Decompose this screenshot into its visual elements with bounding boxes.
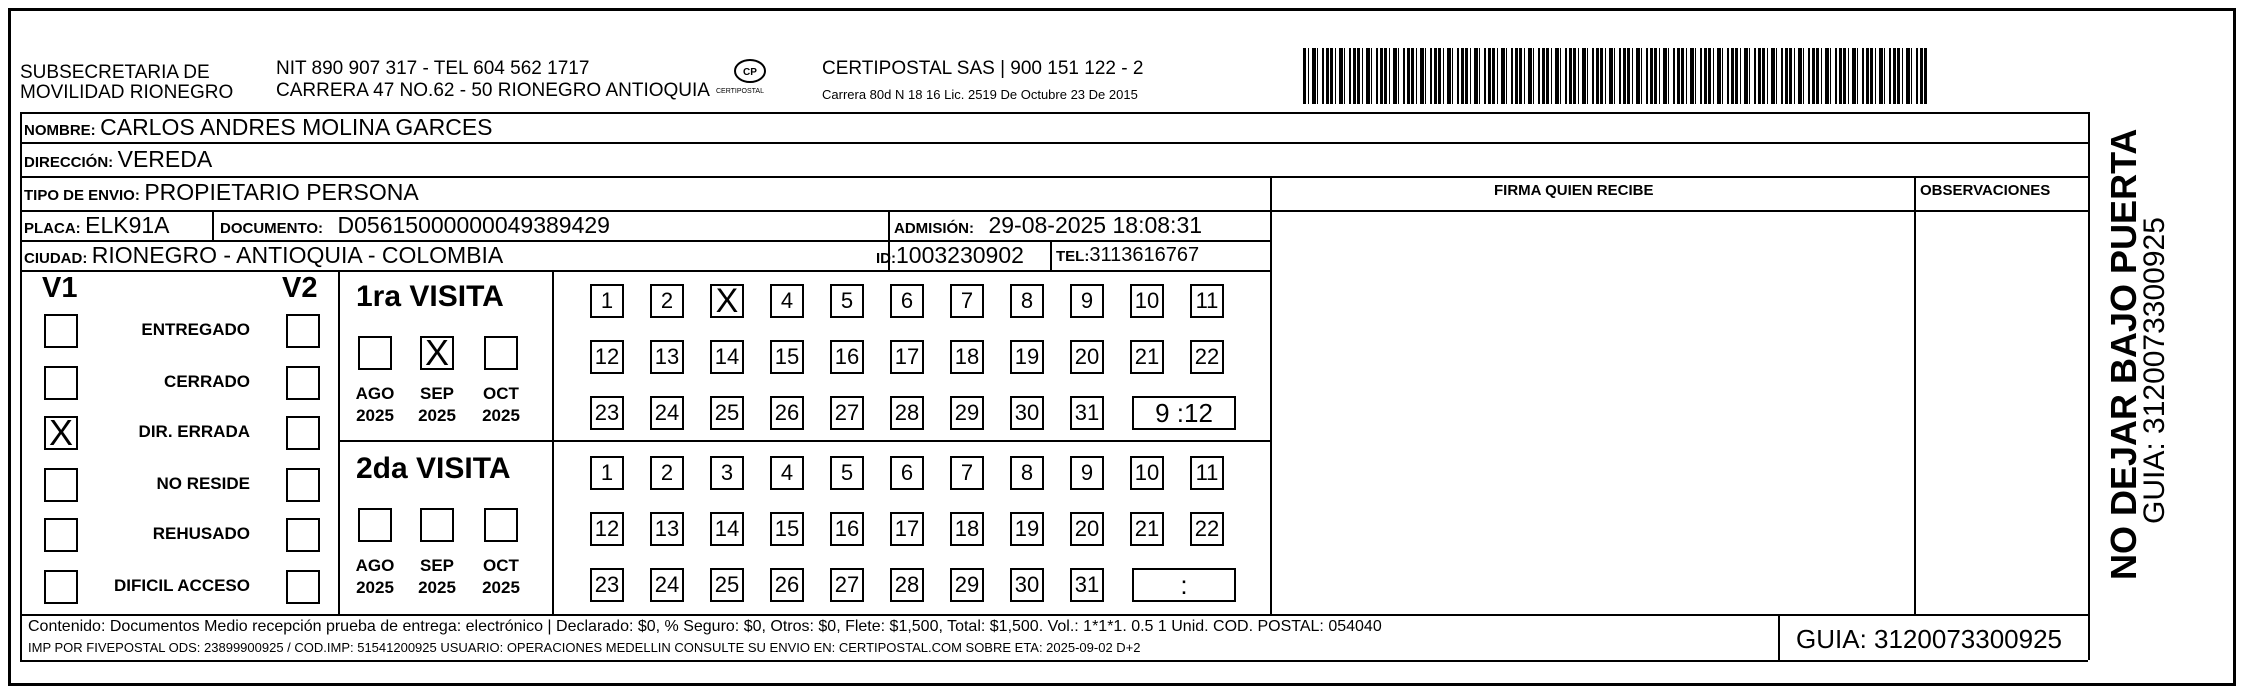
documento-label: DOCUMENTO: (220, 220, 324, 237)
visit-time-field[interactable]: : (1132, 568, 1236, 602)
day-box[interactable]: 13 (650, 512, 684, 546)
day-box[interactable]: 31 (1070, 568, 1104, 602)
day-box[interactable]: 22 (1190, 512, 1224, 546)
ciudad-label: CIUDAD: (24, 250, 88, 267)
company-line: CERTIPOSTAL SAS | 900 151 122 - 2 (822, 58, 1144, 79)
day-box[interactable]: 15 (770, 340, 804, 374)
side-guia: GUIA: 3120073300925 (2138, 217, 2171, 524)
day-box[interactable]: 30 (1010, 568, 1044, 602)
day-box[interactable]: 14 (710, 340, 744, 374)
month-year: 2025 (482, 406, 520, 425)
month-name: OCT (483, 556, 519, 575)
direccion-label: DIRECCIÓN: (24, 154, 114, 171)
day-box[interactable]: 4 (770, 456, 804, 490)
day-box[interactable]: 1 (590, 284, 624, 318)
barcode (1303, 48, 1927, 104)
ciudad-value: RIONEGRO - ANTIOQUIA - COLOMBIA (91, 242, 504, 268)
day-box[interactable]: 18 (950, 340, 984, 374)
day-box[interactable]: 13 (650, 340, 684, 374)
license-line: Carrera 80d N 18 16 Lic. 2519 De Octubre 23 De 2015 (822, 87, 1138, 102)
day-box[interactable]: 8 (1010, 284, 1044, 318)
month-year: 2025 (356, 406, 394, 425)
day-box[interactable]: X (710, 284, 744, 318)
day-box[interactable]: 30 (1010, 396, 1044, 430)
nombre-value: CARLOS ANDRES MOLINA GARCES (100, 114, 493, 140)
placa-row (24, 212, 170, 239)
status-label: REHUSADO (152, 524, 250, 543)
footer-line-2: IMP POR FIVEPOSTAL ODS: 23899900925 / COD.IMP: 51541200925 USUARIO: OPERACIONES MEDELLIN CONSULTE SU ENVIO EN: CERTIPOSTAL.COM SOBRE ETA: 2025-09-02 D+2 (28, 640, 1141, 655)
id-label: ID: (876, 250, 896, 267)
month-checkbox[interactable] (358, 508, 392, 542)
month-year: 2025 (356, 578, 394, 597)
direccion-row (24, 146, 212, 173)
visit-title: 2da VISITA (356, 452, 511, 485)
day-box[interactable]: 4 (770, 284, 804, 318)
day-box[interactable]: 31 (1070, 396, 1104, 430)
day-box[interactable]: 11 (1190, 284, 1224, 318)
org-line-2: MOVILIDAD RIONEGRO (20, 82, 234, 103)
tel-row (1056, 244, 1199, 267)
month-year: 2025 (418, 578, 456, 597)
day-box[interactable]: 12 (590, 340, 624, 374)
visit-title: 1ra VISITA (356, 280, 504, 313)
status-v1-checkbox[interactable] (44, 314, 78, 348)
certipostal-logo-icon (733, 58, 767, 84)
logo-text: CERTIPOSTAL (716, 88, 764, 95)
svg-text:CP: CP (743, 67, 757, 78)
day-box[interactable]: 21 (1130, 340, 1164, 374)
v1-header: V1 (42, 272, 78, 304)
documento-value: D05615000000049389429 (337, 212, 610, 238)
label-frame (8, 8, 2236, 686)
day-box[interactable]: 2 (650, 456, 684, 490)
day-box[interactable]: 10 (1130, 284, 1164, 318)
day-box[interactable]: 6 (890, 284, 924, 318)
tel-value: 3113616767 (1089, 244, 1200, 266)
day-box[interactable]: 7 (950, 456, 984, 490)
address-line: CARRERA 47 NO.62 - 50 RIONEGRO ANTIOQUIA (276, 80, 710, 101)
status-v1-checkbox[interactable] (44, 412, 78, 453)
month-name: SEP (419, 384, 455, 403)
tipo-label: TIPO DE ENVIO: (24, 187, 140, 204)
day-box[interactable]: 19 (1010, 512, 1044, 546)
day-box[interactable]: 1 (590, 456, 624, 490)
documento-row (220, 212, 610, 239)
month-checkbox[interactable] (358, 336, 392, 370)
day-box[interactable]: 10 (1130, 456, 1164, 490)
day-box[interactable]: 26 (770, 396, 804, 430)
admision-label: ADMISIÓN: (894, 220, 974, 237)
status-v2-checkbox[interactable] (286, 468, 320, 502)
day-box[interactable]: 18 (950, 512, 984, 546)
day-box[interactable]: 15 (770, 512, 804, 546)
tel-label: TEL: (1056, 248, 1090, 265)
day-box[interactable]: 9 (1070, 284, 1104, 318)
id-value: 1003230902 (896, 242, 1024, 268)
admision-value: 29-08-2025 18:08:31 (988, 212, 1203, 238)
status-label: ENTREGADO (141, 320, 250, 339)
nit-line: NIT 890 907 317 - TEL 604 562 1717 (276, 58, 590, 79)
placa-value: ELK91A (85, 212, 170, 238)
status-v2-checkbox[interactable] (286, 416, 320, 450)
org-line-1: SUBSECRETARIA DE (20, 62, 210, 83)
day-box[interactable]: 19 (1010, 340, 1044, 374)
day-box[interactable]: 28 (890, 568, 924, 602)
admision-row (894, 212, 1202, 239)
status-v1-checkbox[interactable] (44, 366, 78, 400)
status-label: DIR. ERRADA (138, 422, 250, 441)
day-box[interactable]: 23 (590, 396, 624, 430)
check-mark: X (424, 332, 449, 373)
month-checkbox[interactable] (484, 508, 518, 542)
tipo-row (24, 179, 419, 206)
id-row (876, 242, 1024, 269)
day-box[interactable]: 17 (890, 340, 924, 374)
side-title: NO DEJAR BAJO PUERTA (2103, 128, 2144, 580)
day-box[interactable]: 9 (1070, 456, 1104, 490)
month-name: OCT (483, 384, 519, 403)
day-box[interactable]: 29 (950, 396, 984, 430)
day-box[interactable]: 23 (590, 568, 624, 602)
day-box[interactable]: 8 (1010, 456, 1044, 490)
month-name: AGO (355, 556, 395, 575)
day-box[interactable]: 5 (830, 456, 864, 490)
day-box[interactable]: 2 (650, 284, 684, 318)
firma-label: FIRMA QUIEN RECIBE (1494, 182, 1654, 199)
status-v1-checkbox[interactable] (44, 468, 78, 502)
day-box[interactable]: 27 (830, 568, 864, 602)
month-year: 2025 (482, 578, 520, 597)
status-label: DIFICIL ACCESO (113, 576, 250, 595)
day-box[interactable]: 6 (890, 456, 924, 490)
day-box[interactable]: 16 (830, 340, 864, 374)
day-box[interactable]: 26 (770, 568, 804, 602)
visit-time-field[interactable]: 9 :12 (1132, 396, 1236, 430)
day-box[interactable]: 14 (710, 512, 744, 546)
ciudad-row (24, 242, 503, 269)
status-label: NO RESIDE (156, 474, 250, 493)
month-year: 2025 (418, 406, 456, 425)
status-v1-checkbox[interactable] (44, 570, 78, 604)
footer-guia: GUIA: 3120073300925 (1796, 624, 2062, 654)
day-box[interactable]: 24 (650, 568, 684, 602)
month-checkbox[interactable] (420, 508, 454, 542)
day-box[interactable]: 5 (830, 284, 864, 318)
v2-header: V2 (282, 272, 318, 304)
month-name: AGO (355, 384, 395, 403)
day-box[interactable]: 11 (1190, 456, 1224, 490)
nombre-row (24, 114, 493, 141)
observaciones-label: OBSERVACIONES (1920, 182, 2051, 199)
day-box[interactable]: 25 (710, 568, 744, 602)
direccion-value: VEREDA (117, 146, 213, 172)
day-box[interactable]: 29 (950, 568, 984, 602)
day-box[interactable]: 24 (650, 396, 684, 430)
day-box[interactable]: 21 (1130, 512, 1164, 546)
day-box[interactable]: 7 (950, 284, 984, 318)
placa-label: PLACA: (24, 220, 81, 237)
day-box[interactable]: 28 (890, 396, 924, 430)
status-v2-checkbox[interactable] (286, 314, 320, 348)
day-box[interactable]: 17 (890, 512, 924, 546)
check-mark: X (48, 412, 73, 453)
day-box[interactable]: 22 (1190, 340, 1224, 374)
day-box[interactable]: 3 (710, 456, 744, 490)
day-box[interactable]: 20 (1070, 340, 1104, 374)
tipo-value: PROPIETARIO PERSONA (144, 179, 419, 205)
month-checkbox[interactable] (420, 332, 454, 373)
day-box[interactable]: 12 (590, 512, 624, 546)
status-v2-checkbox[interactable] (286, 518, 320, 552)
nombre-label: NOMBRE: (24, 122, 96, 139)
status-v1-checkbox[interactable] (44, 518, 78, 552)
month-name: SEP (419, 556, 455, 575)
status-label: CERRADO (164, 372, 250, 391)
day-box[interactable]: 27 (830, 396, 864, 430)
footer-line-1: Contenido: Documentos Medio recepción prueba de entrega: electrónico | Declarado: $0, % Seguro: $0, Otros: $0, Flete: $1,500, Total: $1,500. Vol.: 1*1*1. 0.5 1 Unid. COD. POSTAL: 054040 (28, 618, 1382, 635)
status-v2-checkbox[interactable] (286, 570, 320, 604)
day-box[interactable]: 16 (830, 512, 864, 546)
day-box[interactable]: 25 (710, 396, 744, 430)
status-v2-checkbox[interactable] (286, 366, 320, 400)
month-checkbox[interactable] (484, 336, 518, 370)
day-box[interactable]: 20 (1070, 512, 1104, 546)
